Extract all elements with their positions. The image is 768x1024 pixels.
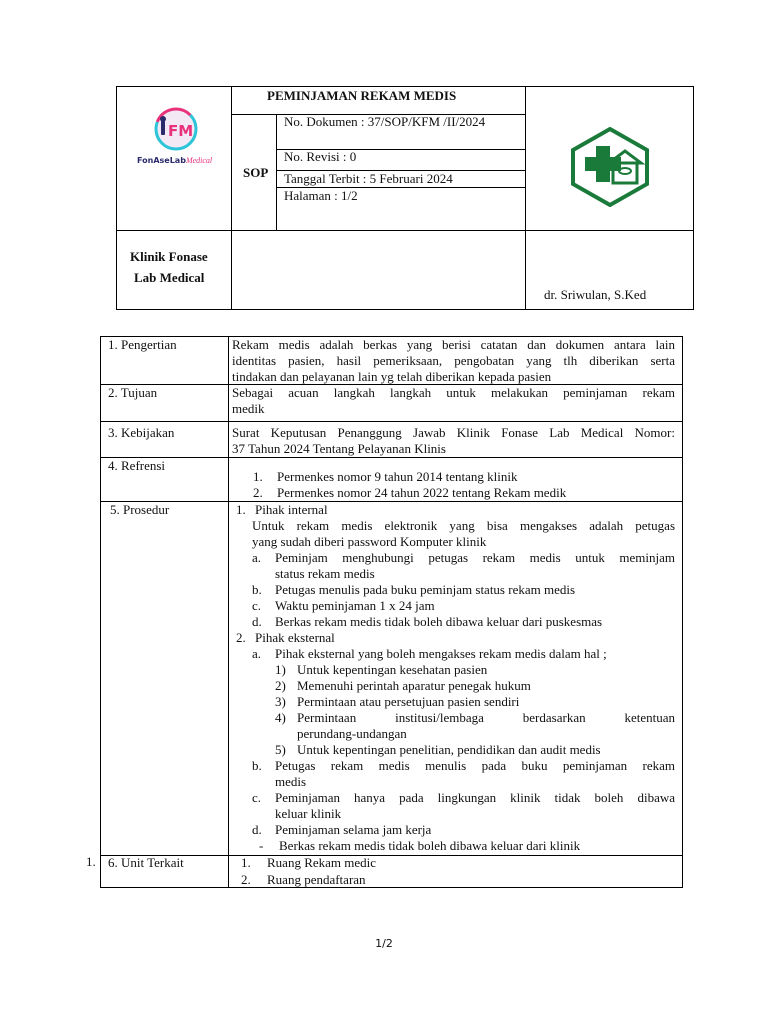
no-revisi: No. Revisi : 0 — [284, 149, 357, 164]
external-b-letter: b. — [252, 758, 262, 773]
external-sub-3: Permintaan atau persetujuan pasien sendiri — [297, 694, 520, 709]
external-num: 2. — [236, 630, 246, 645]
logo-wordmark — [137, 156, 212, 166]
internal-d-line-1: Berkas rekam medis tidak boleh dibawa keluar dari puskesmas — [275, 614, 603, 629]
external-b-line-1: Petugas rekam medis menulis pada buku peminjaman rekam — [275, 758, 675, 773]
internal-num: 1. — [236, 502, 246, 517]
tanggal-terbit: Tanggal Terbit : 5 Februari 2024 — [284, 171, 453, 186]
document-title: PEMINJAMAN REKAM MEDIS — [267, 88, 457, 103]
refrensi-item-1: Permenkes nomor 9 tahun 2014 tentang klinik — [277, 469, 518, 484]
dash-text: Berkas rekam medis tidak boleh dibawa keluar dari klinik — [279, 838, 581, 853]
internal-d-letter: d. — [252, 614, 262, 629]
unit-outer-num: 1. — [86, 854, 96, 869]
internal-a-letter: a. — [252, 550, 262, 565]
refrensi-num-1: 1. — [253, 469, 263, 484]
logo-monogram: FM — [168, 122, 194, 140]
internal-c-letter: c. — [252, 598, 262, 613]
external-title: Pihak eksternal — [255, 630, 335, 645]
unit-item-2: Ruang pendaftaran — [267, 872, 366, 887]
kebijakan-line-2: 37 Tahun 2024 Tentang Pelayanan Klinis — [232, 441, 446, 456]
halaman: Halaman : 1/2 — [284, 188, 358, 203]
external-a-letter: a. — [252, 646, 262, 661]
external-a-text: Pihak eksternal yang boleh mengakses rekam medis dalam hal ; — [275, 646, 607, 661]
external-sub-4-line-2: perundang-undangan — [297, 726, 407, 741]
signatory: dr. Sriwulan, S.Ked — [544, 287, 647, 302]
label-pengertian: 1. Pengertian — [108, 337, 177, 352]
external-sub-num-1: 1) — [275, 662, 286, 677]
external-d-letter: d. — [252, 822, 262, 837]
internal-a-line-1: Peminjam menghubungi petugas rekam medis untuk meminjam — [275, 550, 675, 565]
internal-b-line-1: Petugas menulis pada buku peminjam status rekam medis — [275, 582, 576, 597]
page-number: 1/2 — [375, 937, 393, 950]
unit-num-2: 2. — [241, 872, 251, 887]
external-sub-4-line-1: Permintaan institusi/lembaga berdasarkan ketentuan — [297, 710, 675, 725]
external-c-letter: c. — [252, 790, 262, 805]
tujuan-line-1: Sebagai acuan langkah langkah untuk melakukan peminjaman rekam — [232, 385, 675, 400]
pengertian-line-2: identitas pasien, hasil pemeriksaan, pengobatan yang tlh diberikan serta — [232, 353, 675, 368]
tujuan-line-2: medik — [232, 401, 265, 416]
external-sub-5: Untuk kepentingan penelitian, pendidikan dan audit medis — [297, 742, 601, 757]
sop-label: SOP — [243, 165, 269, 180]
external-b-line-2: medis — [275, 774, 307, 789]
clinic-name-line2: Lab Medical — [134, 270, 205, 285]
sop-table — [100, 336, 683, 888]
external-c-line-2: keluar klinik — [275, 806, 342, 821]
unit-item-1: Ruang Rekam medic — [267, 855, 377, 870]
unit-num-1: 1. — [241, 855, 251, 870]
kebijakan-line-1: Surat Keputusan Penanggung Jawab Klinik Fonase Lab Medical Nomor: — [232, 425, 675, 440]
internal-intro-1: Untuk rekam medis elektronik yang bisa mengakses adalah petugas — [252, 518, 675, 533]
header-table — [116, 86, 694, 310]
label-tujuan: 2. Tujuan — [108, 385, 158, 400]
external-c-line-1: Peminjaman hanya pada lingkungan klinik tidak boleh dibawa — [275, 790, 675, 805]
health-emblem — [569, 127, 651, 207]
refrensi-item-2: Permenkes nomor 24 tahun 2022 tentang Rekam medik — [277, 485, 567, 500]
logo-text: FonAseLab — [137, 156, 186, 165]
pengertian-line-1: Rekam medis adalah berkas yang berisi catatan dan dokumen antara lain — [232, 337, 675, 352]
logo-script: Medical — [185, 156, 213, 165]
external-sub-num-4: 4) — [275, 710, 286, 725]
internal-b-letter: b. — [252, 582, 262, 597]
external-sub-2: Memenuhi perintah aparatur penegak hukum — [297, 678, 531, 693]
pengertian-line-3: tindakan dan pelayanan lain yg telah diberikan kepada pasien — [232, 369, 552, 384]
external-sub-num-3: 3) — [275, 694, 286, 709]
label-kebijakan: 3. Kebijakan — [108, 425, 175, 440]
dash-bullet: - — [259, 838, 264, 853]
external-sub-num-2: 2) — [275, 678, 286, 693]
refrensi-num-2: 2. — [253, 485, 263, 500]
internal-title: Pihak internal — [255, 502, 328, 517]
external-sub-num-5: 5) — [275, 742, 286, 757]
internal-a-line-2: status rekam medis — [275, 566, 375, 581]
external-d-line-1: Peminjaman selama jam kerja — [275, 822, 432, 837]
internal-c-line-1: Waktu peminjaman 1 x 24 jam — [275, 598, 435, 613]
internal-intro-2: yang sudah diberi password Komputer klinik — [252, 534, 487, 549]
label-refrensi: 4. Refrensi — [108, 458, 166, 473]
label-unit-terkait: 6. Unit Terkait — [108, 855, 184, 870]
label-prosedur: 5. Prosedur — [110, 502, 170, 517]
no-dokumen: No. Dokumen : 37/SOP/KFM /II/2024 — [284, 114, 486, 129]
clinic-name-line1: Klinik Fonase — [130, 249, 208, 264]
external-sub-1: Untuk kepentingan kesehatan pasien — [297, 662, 488, 677]
